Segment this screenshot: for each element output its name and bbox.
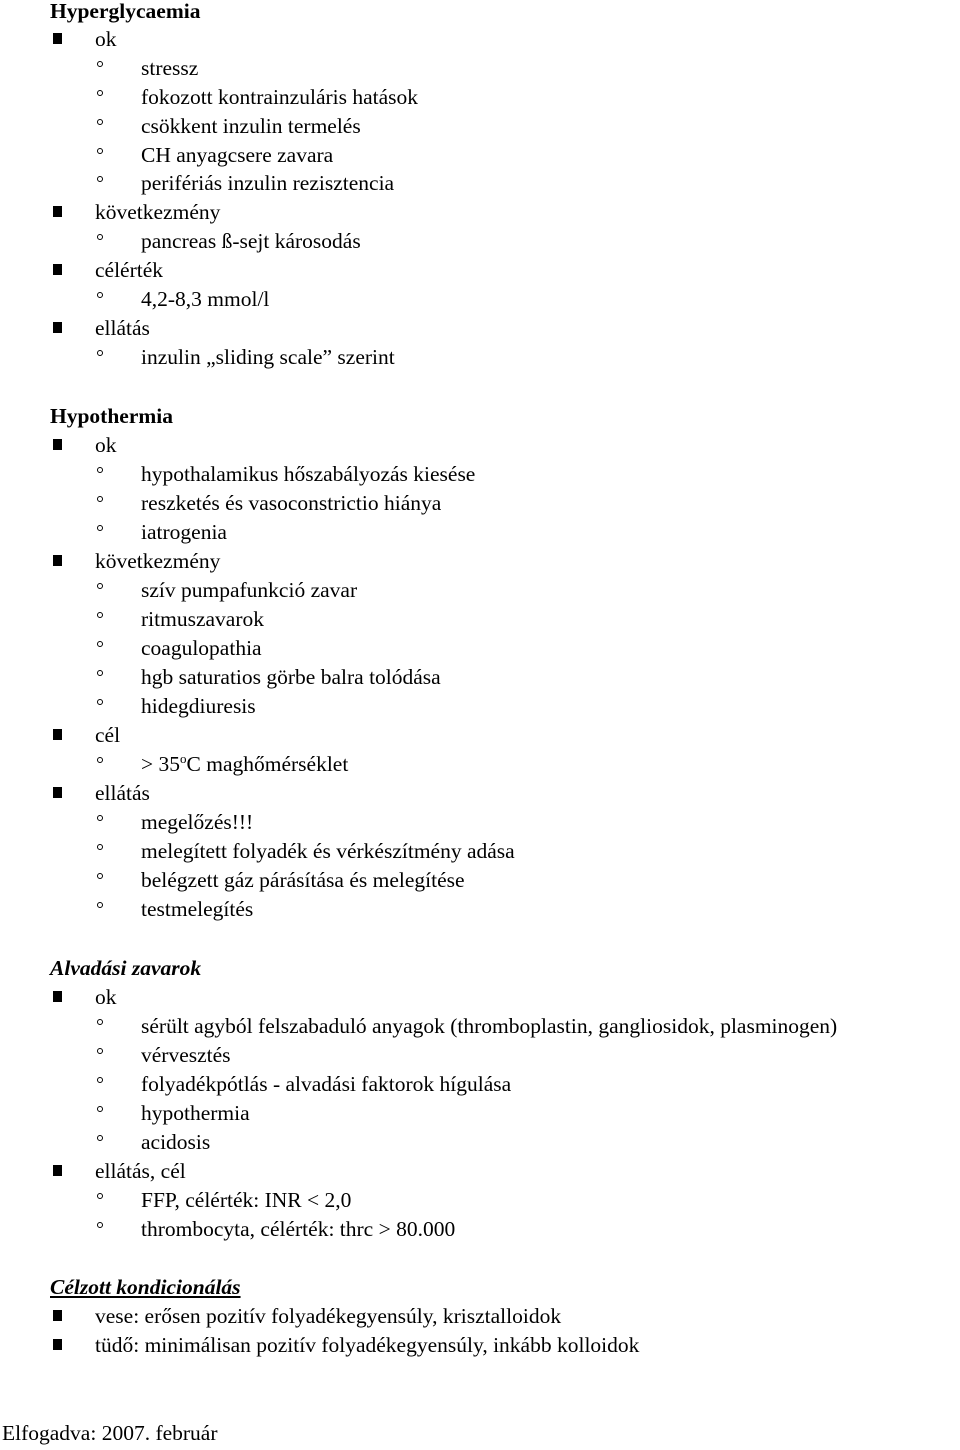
square-bullet-icon bbox=[53, 1165, 62, 1176]
circle-bullet-icon bbox=[97, 1193, 103, 1199]
circle-bullet-icon bbox=[97, 119, 103, 125]
circle-bullet-icon bbox=[97, 902, 103, 908]
circle-bullet-icon bbox=[97, 467, 103, 473]
circle-bullet-icon bbox=[97, 1077, 103, 1083]
square-bullet-icon bbox=[53, 555, 62, 566]
footer-accepted-date: Elfogadva: 2007. február bbox=[2, 1421, 218, 1445]
section-title-hyperglycaemia: Hyperglycaemia bbox=[50, 0, 201, 23]
circle-bullet-icon bbox=[97, 670, 103, 676]
circle-bullet-icon bbox=[97, 641, 103, 647]
circle-bullet-icon bbox=[97, 612, 103, 618]
circle-bullet-icon bbox=[97, 292, 103, 298]
square-bullet-icon bbox=[53, 787, 62, 798]
circle-bullet-icon bbox=[97, 873, 103, 879]
section-title-hypothermia: Hypothermia bbox=[50, 404, 174, 428]
square-bullet-icon bbox=[53, 206, 62, 217]
circle-bullet-icon bbox=[97, 496, 103, 502]
circle-bullet-icon bbox=[97, 350, 103, 356]
circle-bullet-icon bbox=[97, 699, 103, 705]
square-bullet-icon bbox=[53, 264, 62, 275]
section-title-celzott-kondicionalas: Célzott kondicionálás bbox=[50, 1275, 241, 1299]
circle-bullet-icon bbox=[97, 1222, 103, 1228]
circle-bullet-icon bbox=[97, 234, 103, 240]
circle-bullet-icon bbox=[97, 90, 103, 96]
section-title-alvadasi-zavarok: Alvadási zavarok bbox=[50, 956, 202, 980]
square-bullet-icon bbox=[53, 1339, 62, 1350]
circle-bullet-icon bbox=[97, 757, 103, 763]
document-page: Hyperglycaemia ok stressz fokozott kontrainzuláris hatások csökkent inzulin termelés CH anyagcsere zavara perifériás inzulin rezisztencia következmény pancreas ß-sejt károsodás célérték 4,2-8,3 mmol/l ellátás inzulin „sliding scale” szerint Hypothermia ok hypothalamikus hőszabályozás kiesése reszketés és vasoconstrictio hiánya iatrogenia következmény szív pumpafunkció zavar ritmuszavarok coagulopathia hgb saturatios görbe balra tolódása hidegdiuresis cél > $35^oC$ maghőmérséklet ellátás megelőzés!!! melegített folyadék és vérkészítmény adása belégzett gáz párásítása és melegítése testmelegítés Alvadási zavarok ok sérült agyból felszabaduló anyagok (thromboplastin, gangliosidok, plasminogen) vérvesztés folyadékpótlás - alvadási faktorok hígulása hypothermia acidosis ellátás, cél FFP, célérték: INR < 2,0 thrombocyta, célérték: thrc > 80.000 Célzott kondicionálás vese: erősen pozitív folyadékegyensúly, krisztalloidok tüdő: minimálisan pozitív folyadékegyensúly, inkább kolloidok Elfogadva: 2007. február bbox=[0, 0, 960, 1450]
circle-bullet-icon bbox=[97, 583, 103, 589]
circle-bullet-icon bbox=[97, 1048, 103, 1054]
square-bullet-icon bbox=[53, 729, 62, 740]
circle-bullet-icon bbox=[97, 176, 103, 182]
circle-bullet-icon bbox=[97, 1019, 103, 1025]
circle-bullet-icon bbox=[97, 61, 103, 67]
circle-bullet-icon bbox=[97, 815, 103, 821]
circle-bullet-icon bbox=[97, 1106, 103, 1112]
square-bullet-icon bbox=[53, 439, 62, 450]
circle-bullet-icon bbox=[97, 844, 103, 850]
circle-bullet-icon bbox=[97, 1135, 103, 1141]
square-bullet-icon bbox=[53, 991, 62, 1002]
square-bullet-icon bbox=[53, 322, 62, 333]
circle-bullet-icon bbox=[97, 525, 103, 531]
circle-bullet-icon bbox=[97, 148, 103, 154]
square-bullet-icon bbox=[53, 33, 62, 44]
square-bullet-icon bbox=[53, 1310, 62, 1321]
